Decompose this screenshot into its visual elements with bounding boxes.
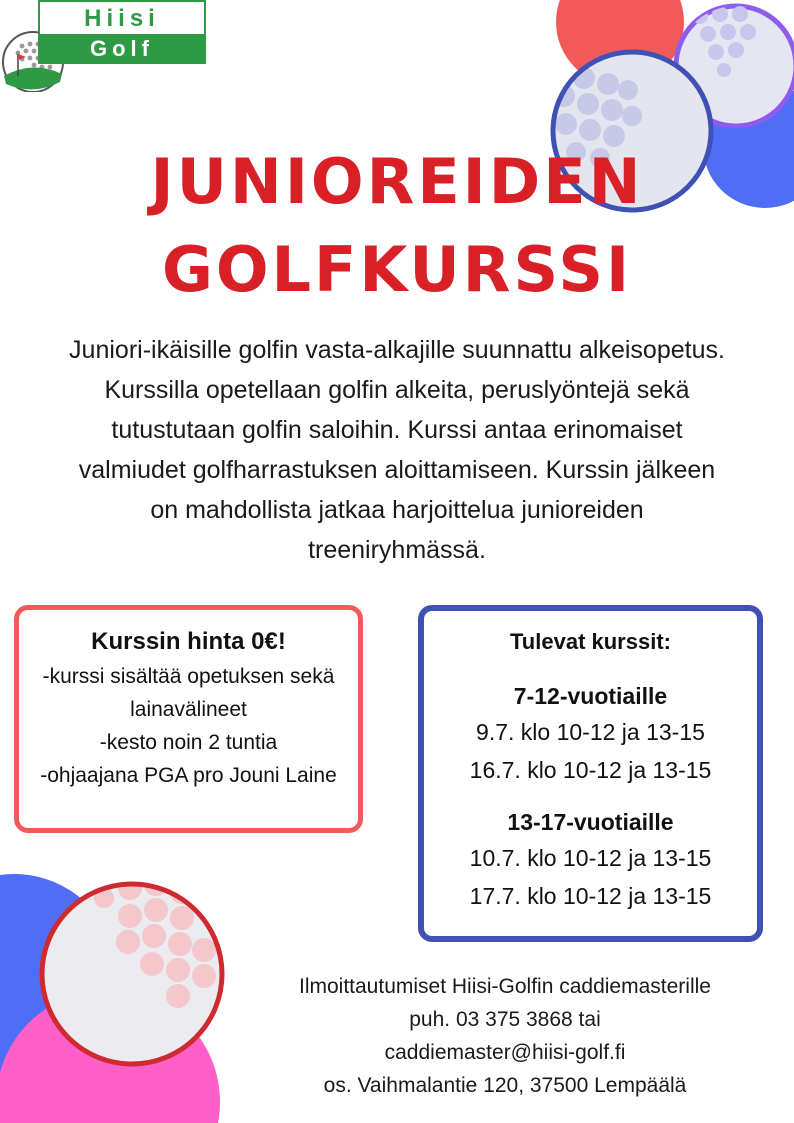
course-date: 17.7. klo 10-12 ja 13-15 <box>469 883 712 909</box>
course-group <box>424 805 757 915</box>
course-group <box>424 679 757 789</box>
intro-line: valmiudet golfharrastuksen aloittamiseen. Kurssin jälkeen <box>78 456 716 484</box>
contact-info <box>250 970 760 1102</box>
decorative-golf-balls-bottom <box>0 870 230 1123</box>
price-detail: -ohjaajana PGA pro Jouni Laine <box>40 764 337 787</box>
intro-line: on mahdollista jatkaa harjoittelua junioreiden <box>150 496 644 524</box>
intro-paragraph <box>22 330 772 570</box>
contact-line: Ilmoittautumiset Hiisi-Golfin caddiemasterille <box>299 975 711 998</box>
course-date: 16.7. klo 10-12 ja 13-15 <box>469 757 712 783</box>
title-line-1: JUNIOREIDEN <box>150 145 644 218</box>
course-date: 9.7. klo 10-12 ja 13-15 <box>476 719 705 745</box>
price-box <box>14 605 363 833</box>
upcoming-heading: Tulevat kurssit: <box>510 629 671 654</box>
contact-address: os. Vaihmalantie 120, 37500 Lempäälä <box>323 1074 687 1097</box>
hiisi-golf-logo <box>0 0 210 92</box>
course-group-label: 7-12-vuotiaille <box>513 683 668 709</box>
course-group-label: 13-17-vuotiaille <box>507 809 674 835</box>
logo-text-golf: Golf <box>40 34 204 64</box>
price-detail: -kurssi sisältää opetuksen sekä lainavälineet <box>42 665 335 721</box>
title-line-2: GOLFKURSSI <box>161 233 633 306</box>
intro-line: Juniori-ikäisille golfin vasta-alkajille suunnattu alkeisopetus. <box>69 336 725 364</box>
intro-line: treeniryhmässä. <box>308 536 486 564</box>
logo-text-hiisi: Hiisi <box>84 5 160 32</box>
price-detail: -kesto noin 2 tuntia <box>99 731 278 754</box>
course-date: 10.7. klo 10-12 ja 13-15 <box>469 845 712 871</box>
contact-phone: puh. 03 375 3868 tai <box>409 1008 601 1031</box>
intro-line: Kurssilla opetellaan golfin alkeita, peruslyöntejä sekä <box>104 376 690 404</box>
contact-email: caddiemaster@hiisi-golf.fi <box>384 1041 626 1064</box>
price-heading: Kurssin hinta 0€! <box>91 628 286 655</box>
intro-line: tutustutaan golfin saloihin. Kurssi antaa erinomaiset <box>111 416 683 444</box>
page-title <box>0 138 794 314</box>
upcoming-courses-box <box>418 605 763 942</box>
